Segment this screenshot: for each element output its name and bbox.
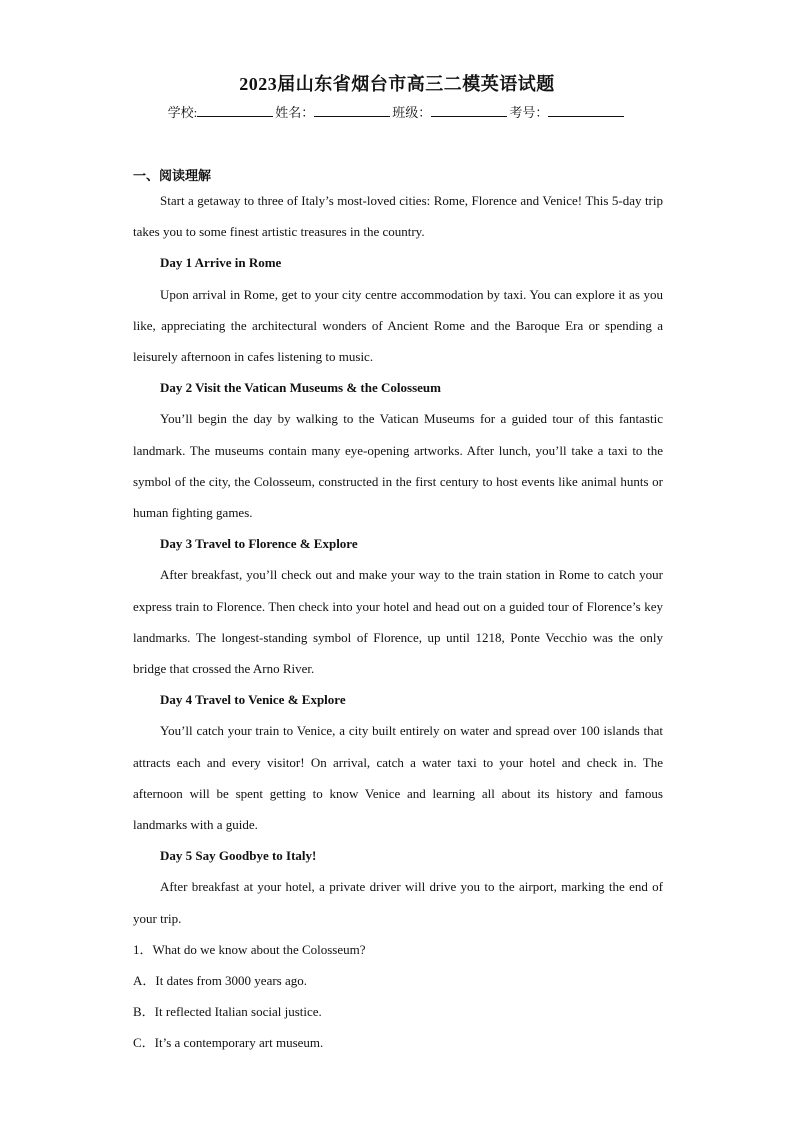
answer-option-b[interactable]: B．It reflected Italian social justice. [133, 1004, 322, 1020]
name-label: 姓名： [275, 105, 315, 120]
question-stem: 1．What do we know about the Colosseum? [133, 941, 366, 957]
day-heading: Day 5 Say Goodbye to Italy! [160, 848, 317, 864]
class-blank[interactable] [431, 104, 507, 117]
day-heading: Day 2 Visit the Vatican Museums & the Colosseum [160, 380, 441, 396]
section-heading: 一、阅读理解 [133, 168, 212, 183]
answer-option-a[interactable]: A．It dates from 3000 years ago. [133, 973, 308, 989]
name-blank[interactable] [314, 104, 390, 117]
day-text: After breakfast at your hotel, a private driver will drive you to the airport, marking the end of your trip. [133, 879, 663, 926]
student-info-line [0, 102, 794, 121]
day-heading: Day 3 Travel to Florence & Explore [160, 536, 358, 552]
day-heading: Day 1 Arrive in Rome [160, 255, 282, 271]
passage-intro: Start a getaway to three of Italy’s most-loved cities: Rome, Florence and Venice! This 5-day trip takes you to some finest artistic treasures in the country. [133, 193, 663, 240]
school-label: 学校: [167, 105, 198, 120]
day-text: You’ll begin the day by walking to the Vatican Museums for a guided tour of this fantastic landmark. The museums contain many eye-opening artworks. After lunch, you’ll take a taxi to the symbol of the city, the Colosseum, constructed in the first century to host events like animal hunts or human fighting games. [133, 411, 663, 521]
day-text: You’ll catch your train to Venice, a city built entirely on water and spread over 100 islands that attracts each and every visitor! On arrival, catch a water taxi to your hotel and check in. The afternoon will be spent getting to know Venice and learning all about its history and famous landmarks with a guide. [133, 723, 663, 833]
day-text: After breakfast, you’ll check out and make your way to the train station in Rome to catch your express train to Florence. Then check into your hotel and head out on a guided tour of Florence’s key landmarks. The longest-standing symbol of Florence, up until 1218, Ponte Vecchio was the only bridge that crossed the Arno River. [133, 567, 663, 677]
day-heading: Day 4 Travel to Venice & Explore [160, 692, 346, 708]
exam-title: 2023届山东省烟台市高三二模英语试题 [239, 74, 555, 94]
reading-passage [133, 185, 663, 1059]
school-blank[interactable] [197, 104, 273, 117]
exam-number-label: 考号： [509, 105, 549, 120]
day-text: Upon arrival in Rome, get to your city centre accommodation by taxi. You can explore it as you like, appreciating the architectural wonders of Ancient Rome and the Baroque Era or spending a leisurely afternoon in cafes listening to music. [133, 286, 663, 365]
exam-number-blank[interactable] [548, 104, 624, 117]
answer-option-c[interactable]: C．It’s a contemporary art museum. [133, 1035, 324, 1051]
class-label: 班级： [392, 105, 432, 120]
